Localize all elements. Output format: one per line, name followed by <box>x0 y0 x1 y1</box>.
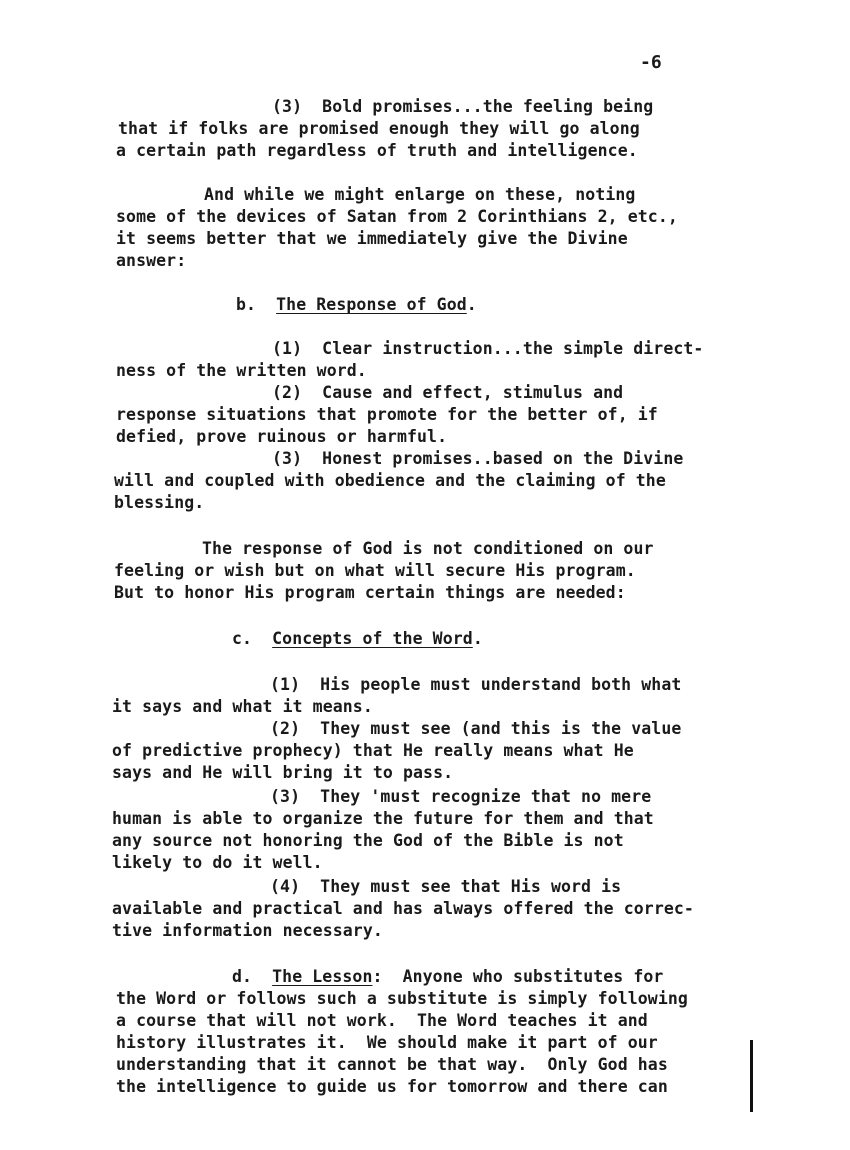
text-line: likely to do it well. <box>112 853 323 872</box>
text-line: human is able to organize the future for them and that <box>112 809 654 828</box>
text-line: that if folks are promised enough they will go along <box>118 119 640 138</box>
text-line: will and coupled with obedience and the claiming of the <box>114 471 666 490</box>
section-heading-c <box>232 628 483 650</box>
text-line: And while we might enlarge on these, noting <box>204 185 636 204</box>
text-line: response situations that promote for the better of, if <box>116 405 658 424</box>
heading-prefix: b. <box>236 295 277 314</box>
text-line: tive information necessary. <box>112 921 383 940</box>
section-heading-d <box>232 966 663 988</box>
heading-prefix: d. <box>232 967 273 986</box>
text-line: (1) Clear instruction...the simple direct- <box>272 339 704 358</box>
text-line: blessing. <box>114 493 205 512</box>
text-line: it says and what it means. <box>112 697 373 716</box>
heading-prefix: c. <box>232 629 273 648</box>
text-line: (3) Honest promises..based on the Divine <box>272 449 684 468</box>
text-line: (3) They 'must recognize that no mere <box>270 787 652 806</box>
text-line: feeling or wish but on what will secure His program. <box>114 561 636 580</box>
text-line: a certain path regardless of truth and intelligence. <box>116 141 638 160</box>
heading-suffix: : Anyone who substitutes for <box>372 967 664 986</box>
heading-title: The Response of God <box>276 295 467 314</box>
text-line: history illustrates it. We should make it part of our <box>116 1033 658 1052</box>
text-line: any source not honoring the God of the Bible is not <box>112 831 624 850</box>
text-line: it seems better that we immediately give the Divine <box>116 229 628 248</box>
text-line: defied, prove ruinous or harmful. <box>116 427 448 446</box>
text-line: understanding that it cannot be that way. Only God has <box>116 1055 668 1074</box>
text-line: (4) They must see that His word is <box>270 877 622 896</box>
text-line: (3) Bold promises...the feeling being <box>272 97 654 116</box>
text-line: of predictive prophecy) that He really means what He <box>112 741 634 760</box>
text-line: (2) Cause and effect, stimulus and <box>272 383 624 402</box>
text-line: The response of God is not conditioned on our <box>202 539 654 558</box>
text-line: (1) His people must understand both what <box>270 675 682 694</box>
section-heading-b <box>236 294 477 316</box>
text-line: (2) They must see (and this is the value <box>270 719 682 738</box>
text-line: ness of the written word. <box>116 361 367 380</box>
text-line: some of the devices of Satan from 2 Corinthians 2, etc., <box>116 207 678 226</box>
text-line: But to honor His program certain things are needed: <box>114 583 626 602</box>
page-number: -6 <box>640 52 662 73</box>
text-line: available and practical and has always offered the correc- <box>112 899 694 918</box>
heading-suffix: . <box>466 295 477 314</box>
heading-suffix: . <box>472 629 483 648</box>
text-line: the Word or follows such a substitute is simply following <box>116 989 688 1008</box>
heading-title: Concepts of the Word <box>272 629 473 648</box>
heading-title: The Lesson <box>272 967 373 986</box>
text-line: the intelligence to guide us for tomorrow and there can <box>116 1077 668 1096</box>
text-line: a course that will not work. The Word teaches it and <box>116 1011 648 1030</box>
text-line: says and He will bring it to pass. <box>112 763 454 782</box>
text-line: answer: <box>116 251 187 270</box>
margin-mark <box>750 1040 753 1112</box>
